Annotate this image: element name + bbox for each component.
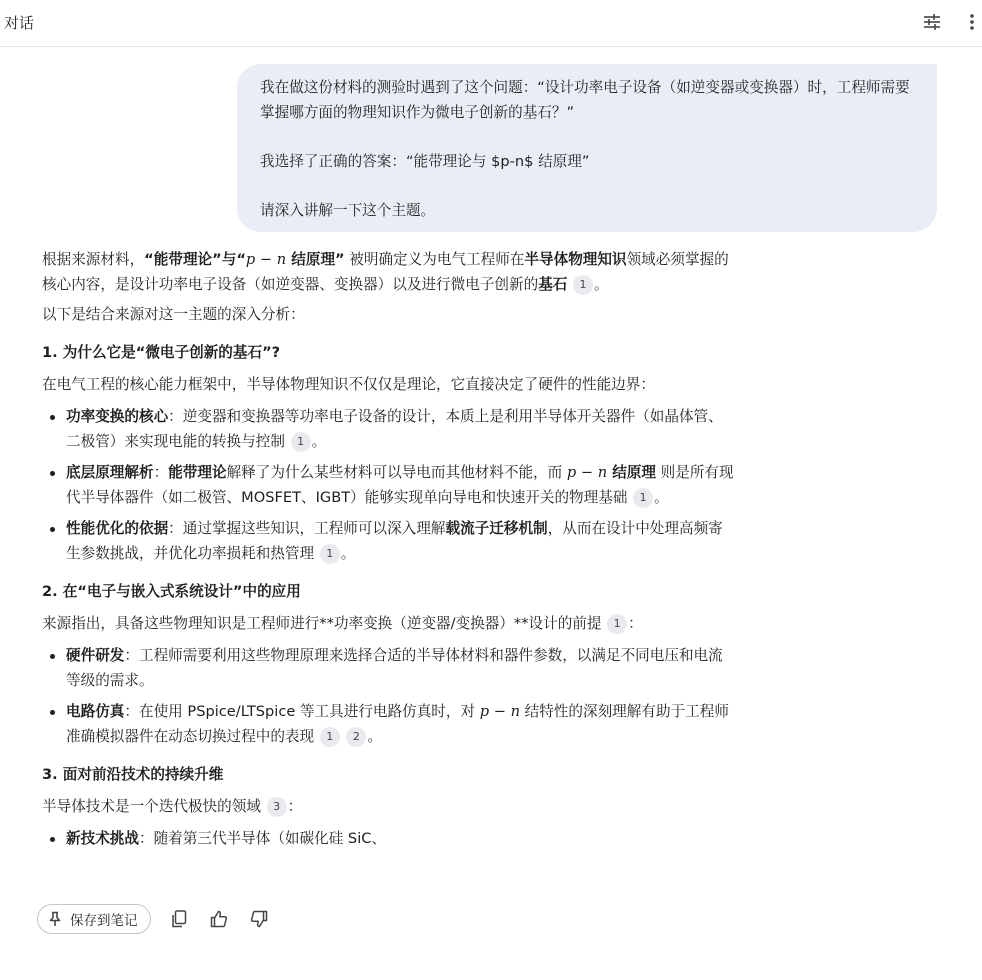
response-actions	[37, 903, 271, 935]
save-to-notes-button[interactable]	[37, 904, 151, 934]
user-message-line: 我选择了正确的答案：“能带理论与 $p-n$ 结原理”	[260, 153, 590, 170]
thumb-down-icon	[250, 910, 268, 928]
thumbs-down-button[interactable]	[247, 907, 271, 931]
conversation-header	[0, 0, 982, 47]
citation-chip[interactable]: 3	[267, 797, 287, 817]
more-options-button[interactable]	[960, 10, 982, 34]
more-vert-icon	[969, 13, 975, 31]
citation-chip[interactable]: 1	[607, 614, 627, 634]
user-message-bubble	[237, 64, 937, 232]
response-intro: 根据来源材料，“能带理论”与“p − n 结原理” 被明确定义为电气工程师在半导体物理知识领域必须掌握的核心内容，是设计功率电子设备（如逆变器、变换器）以及进行微电子创新的基石 1 。	[42, 251, 729, 293]
tune-button[interactable]	[920, 10, 944, 34]
section-text: 来源指出，具备这些物理知识是工程师进行**功率变换（逆变器/变换器）**设计的前提 1 ：	[42, 615, 643, 632]
bullet-list	[42, 404, 737, 566]
thumbs-up-button[interactable]	[207, 907, 231, 931]
section-heading: 3. 面对前沿技术的持续升维	[42, 766, 224, 783]
pin-icon	[48, 911, 62, 927]
list-item: 底层原理解析：能带理论解释了为什么某些材料可以导电而其他材料不能，而 p − n 结原理 则是所有现代半导体器件（如二极管、MOSFET、IGBT）能够实现单向导电和快速开关的物理基础 1 。	[42, 460, 737, 510]
save-to-notes-label: 保存到笔记	[70, 913, 138, 929]
bullet-list	[42, 826, 737, 851]
citation-chip[interactable]: 1	[573, 275, 593, 295]
list-item: 功率变换的核心：逆变器和变换器等功率电子设备的设计，本质上是利用半导体开关器件（如晶体管、二极管）来实现电能的转换与控制 1 。	[42, 404, 737, 454]
math-pn: p − n	[479, 703, 520, 720]
user-message-line: 请深入讲解一下这个主题。	[260, 202, 436, 219]
citation-chip[interactable]: 1	[320, 544, 340, 564]
list-item: 新技术挑战：随着第三代半导体（如碳化硅 SiC、	[42, 826, 737, 851]
bullet-list	[42, 643, 737, 749]
copy-icon	[171, 910, 187, 928]
list-item: 性能优化的依据：通过掌握这些知识，工程师可以深入理解载流子迁移机制，从而在设计中处理高频寄生参数挑战，并优化功率损耗和热管理 1 。	[42, 516, 737, 566]
thumb-up-icon	[210, 910, 228, 928]
user-message-line: 我在做这份材料的测验时遇到了这个问题：“设计功率电子设备（如逆变器或变换器）时，工程师需要掌握哪方面的物理知识作为微电子创新的基石？”	[260, 79, 910, 121]
tune-icon	[923, 13, 941, 31]
citation-chip[interactable]: 2	[346, 727, 366, 747]
list-item: 硬件研发：工程师需要利用这些物理原理来选择合适的半导体材料和器件参数，以满足不同电压和电流等级的需求。	[42, 643, 737, 693]
citation-chip[interactable]: 1	[320, 727, 340, 747]
section-heading: 2. 在“电子与嵌入式系统设计”中的应用	[42, 583, 301, 600]
math-pn: p − n	[245, 251, 287, 268]
section-text: 半导体技术是一个迭代极快的领域 3 ：	[42, 798, 303, 815]
copy-button[interactable]	[167, 907, 191, 931]
response-lead: 以下是结合来源对这一主题的深入分析：	[42, 306, 305, 323]
citation-chip[interactable]: 1	[291, 432, 311, 452]
model-response	[42, 247, 737, 851]
math-pn: p − n	[566, 464, 608, 481]
section-heading: 1. 为什么它是“微电子创新的基石”?	[42, 344, 281, 361]
section-text: 在电气工程的核心能力框架中，半导体物理知识不仅仅是理论，它直接决定了硬件的性能边界：	[42, 376, 655, 393]
citation-chip[interactable]: 1	[633, 488, 653, 508]
page-title: 对话	[4, 14, 35, 32]
list-item: 电路仿真：在使用 PSpice/LTSpice 等工具进行电路仿真时，对 p − n 结特性的深刻理解有助于工程师准确模拟器件在动态切换过程中的表现 1 2 。	[42, 699, 737, 749]
